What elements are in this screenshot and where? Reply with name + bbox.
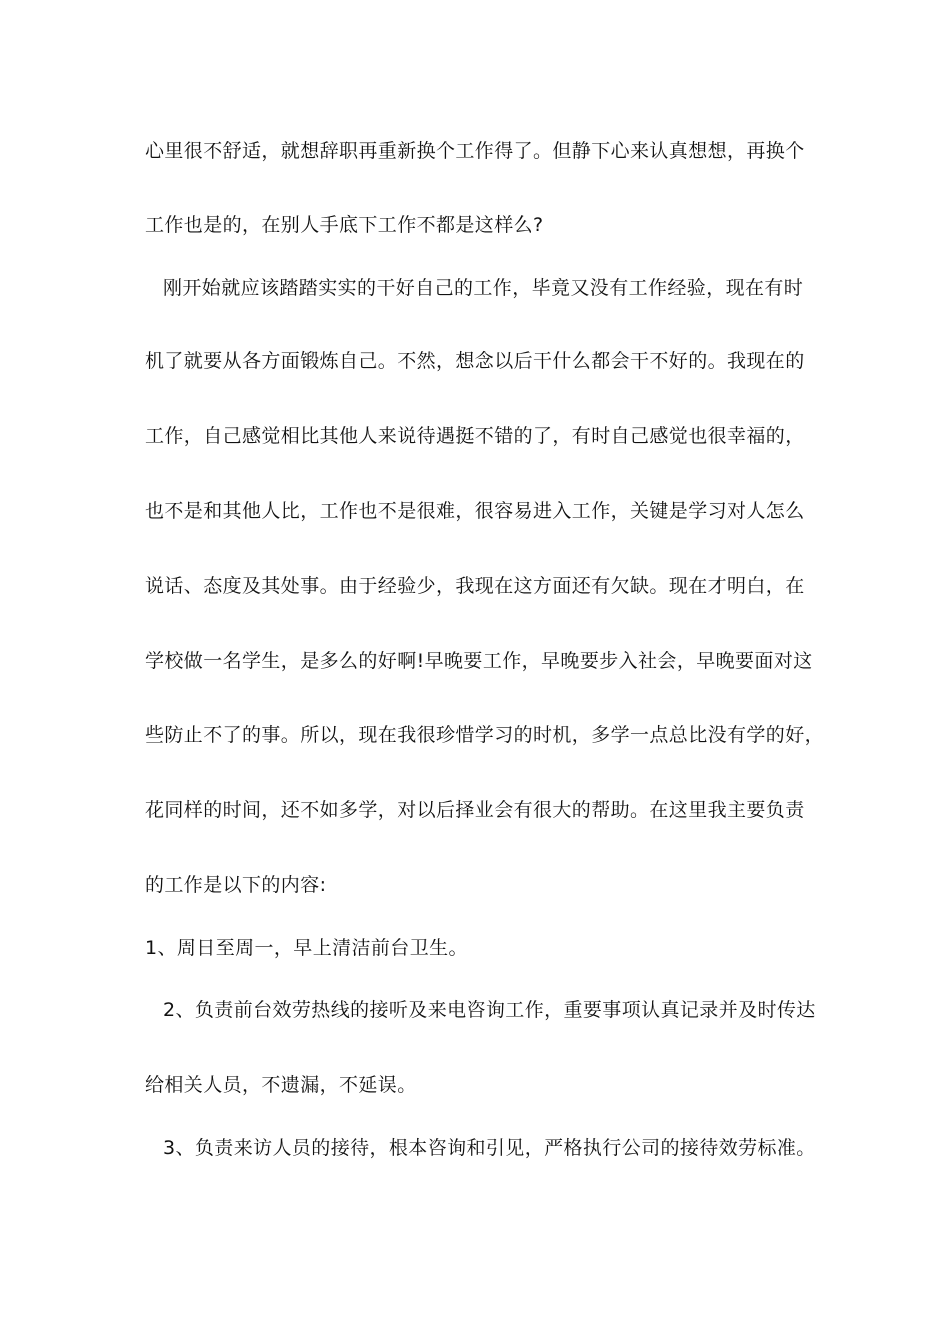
paragraph-line: 也不是和其他人比，工作也不是很难，很容易进入工作，关键是学习对人怎么 bbox=[145, 500, 805, 522]
paragraph-line: 机了就要从各方面锻炼自己。不然，想念以后干什么都会干不好的。我现在的 bbox=[145, 350, 805, 372]
paragraph-line: 说话、态度及其处事。由于经验少，我现在这方面还有欠缺。现在才明白，在 bbox=[145, 575, 805, 597]
paragraph-line: 学校做一名学生，是多么的好啊!早晚要工作，早晚要步入社会，早晚要面对这 bbox=[145, 650, 813, 672]
paragraph-line: 刚开始就应该踏踏实实的干好自己的工作，毕竟又没有工作经验，现在有时 bbox=[163, 277, 804, 299]
list-item: 2、负责前台效劳热线的接听及来电咨询工作，重要事项认真记录并及时传达 bbox=[163, 999, 816, 1021]
paragraph-line: 的工作是以下的内容: bbox=[145, 874, 327, 896]
list-item: 3、负责来访人员的接待，根本咨询和引见，严格执行公司的接待效劳标准。 bbox=[163, 1137, 816, 1159]
paragraph-line: 工作也是的，在别人手底下工作不都是这样么? bbox=[145, 214, 544, 236]
paragraph-line: 心里很不舒适，就想辞职再重新换个工作得了。但静下心来认真想想，再换个 bbox=[145, 140, 805, 162]
paragraph-line: 花同样的时间，还不如多学，对以后择业会有很大的帮助。在这里我主要负责 bbox=[145, 799, 805, 821]
paragraph-line: 工作，自己感觉相比其他人来说待遇挺不错的了，有时自己感觉也很幸福的， bbox=[145, 425, 805, 447]
list-item-continuation: 给相关人员，不遗漏，不延误。 bbox=[145, 1074, 417, 1096]
list-item: 1、周日至周一，早上清洁前台卫生。 bbox=[145, 937, 468, 959]
paragraph-line: 些防止不了的事。所以，现在我很珍惜学习的时机，多学一点总比没有学的好， bbox=[145, 724, 825, 746]
